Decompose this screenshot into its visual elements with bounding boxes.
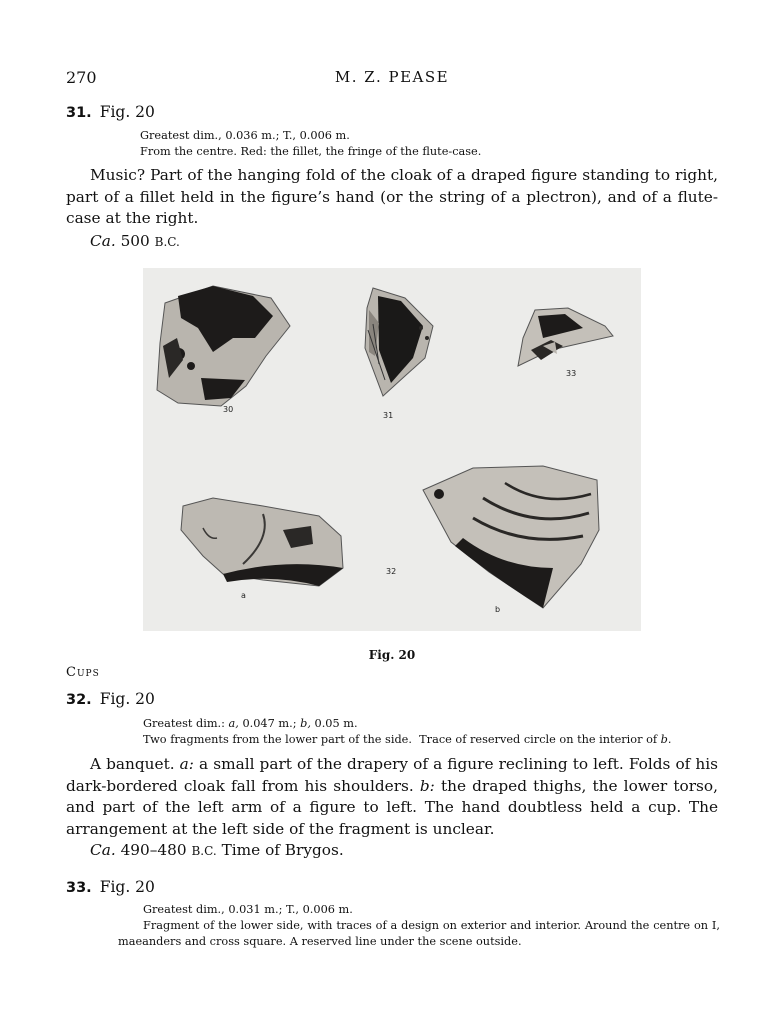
- entry-33-number: 33.: [66, 880, 92, 896]
- entry-32-dims: [143, 716, 723, 732]
- entry-32-date: [90, 840, 344, 863]
- running-head: M. Z. PEASE: [334, 68, 450, 86]
- entry-32-desc-b: b:: [419, 776, 435, 795]
- label-32: 32: [386, 567, 397, 576]
- entry-32-number: 32.: [66, 692, 92, 708]
- entry-32-dims-mid: 0.047 m.;: [242, 717, 297, 730]
- entry-32-desc-3: the draped thighs, the lower torso, and part of the left arm of a figure to left. The hand doubtless held a cup. The arrangement at the left side of the fragment is unclear.: [66, 776, 718, 838]
- entry-33-dims: Greatest dim., 0.031 m.; T., 0.006 m.: [143, 903, 353, 916]
- entry-31-date-ca: Ca.: [90, 232, 116, 250]
- entry-31-origin: From the centre. Red: the fillet, the fringe of the flute-case.: [140, 145, 482, 158]
- figure-20-plate: [143, 268, 641, 631]
- entry-32-desc-a: a:: [179, 755, 194, 773]
- label-b: b: [495, 605, 501, 614]
- entry-31-date: [90, 231, 180, 254]
- entry-32-date-value: 490–480: [120, 841, 187, 859]
- sherd-32b: [423, 466, 599, 608]
- entry-32-dims-end: 0.05 m.: [314, 717, 358, 730]
- entry-33-heading: [66, 878, 155, 896]
- label-31: 31: [383, 411, 394, 420]
- label-a: a: [241, 591, 246, 600]
- entry-32-description: [66, 754, 718, 840]
- page-number: 270: [66, 68, 97, 87]
- entry-32-desc-1: A banquet.: [90, 755, 175, 773]
- sherd-photograph: [143, 268, 641, 631]
- sherd-31: [365, 288, 433, 396]
- entry-31-date-era: B.C.: [154, 235, 180, 249]
- entry-32-fig-ref[interactable]: Fig. 20: [99, 690, 155, 708]
- sherd-32a: [181, 498, 343, 586]
- entry-32-heading: [66, 690, 155, 708]
- sherd-33: [518, 308, 613, 366]
- entry-33-fig-ref[interactable]: Fig. 20: [99, 878, 155, 896]
- entry-33-origin: Fragment of the lower side, with traces of a design on exterior and interior. Around the centre on I, maeanders and cross square. A reserved line under the scene outside.: [118, 919, 720, 948]
- sherd-30: [157, 286, 290, 406]
- entry-31-dims: Greatest dim., 0.036 m.; T., 0.006 m.: [140, 129, 350, 142]
- section-title: Cups: [66, 665, 100, 680]
- entry-32-date-note: Time of Brygos.: [221, 841, 344, 859]
- label-33: 33: [566, 369, 577, 378]
- entry-32-origin-b: b.: [660, 733, 672, 746]
- entry-32-origin-text: Two fragments from the lower part of the side. Trace of reserved circle on the interior of: [143, 733, 658, 746]
- entry-31-description: Music? Part of the hanging fold of the cloak of a draped figure standing to right, part of a fillet held in the figure’s hand (or the string of a plectron), and of a flute-case at the right.: [66, 166, 718, 227]
- label-30: 30: [223, 405, 234, 414]
- entry-32-date-era: B.C.: [191, 844, 217, 858]
- entry-32-dims-a: a,: [228, 717, 239, 730]
- entry-31-heading: [66, 103, 155, 121]
- entry-31-fig-ref[interactable]: Fig. 20: [99, 103, 155, 121]
- entry-32-dims-b: b,: [300, 717, 311, 730]
- entry-32-dims-prefix: Greatest dim.:: [143, 717, 225, 730]
- entry-31-date-value: 500: [120, 232, 150, 250]
- entry-31-number: 31.: [66, 105, 92, 121]
- entry-32-date-ca: Ca.: [90, 841, 116, 859]
- entry-32-desc-2: a small part of the drapery of a figure reclining to left. Folds of his dark-bordered cloak fall from his shoulders.: [66, 755, 718, 795]
- figure-caption: Fig. 20: [368, 648, 416, 662]
- entry-32-origin: [143, 732, 728, 748]
